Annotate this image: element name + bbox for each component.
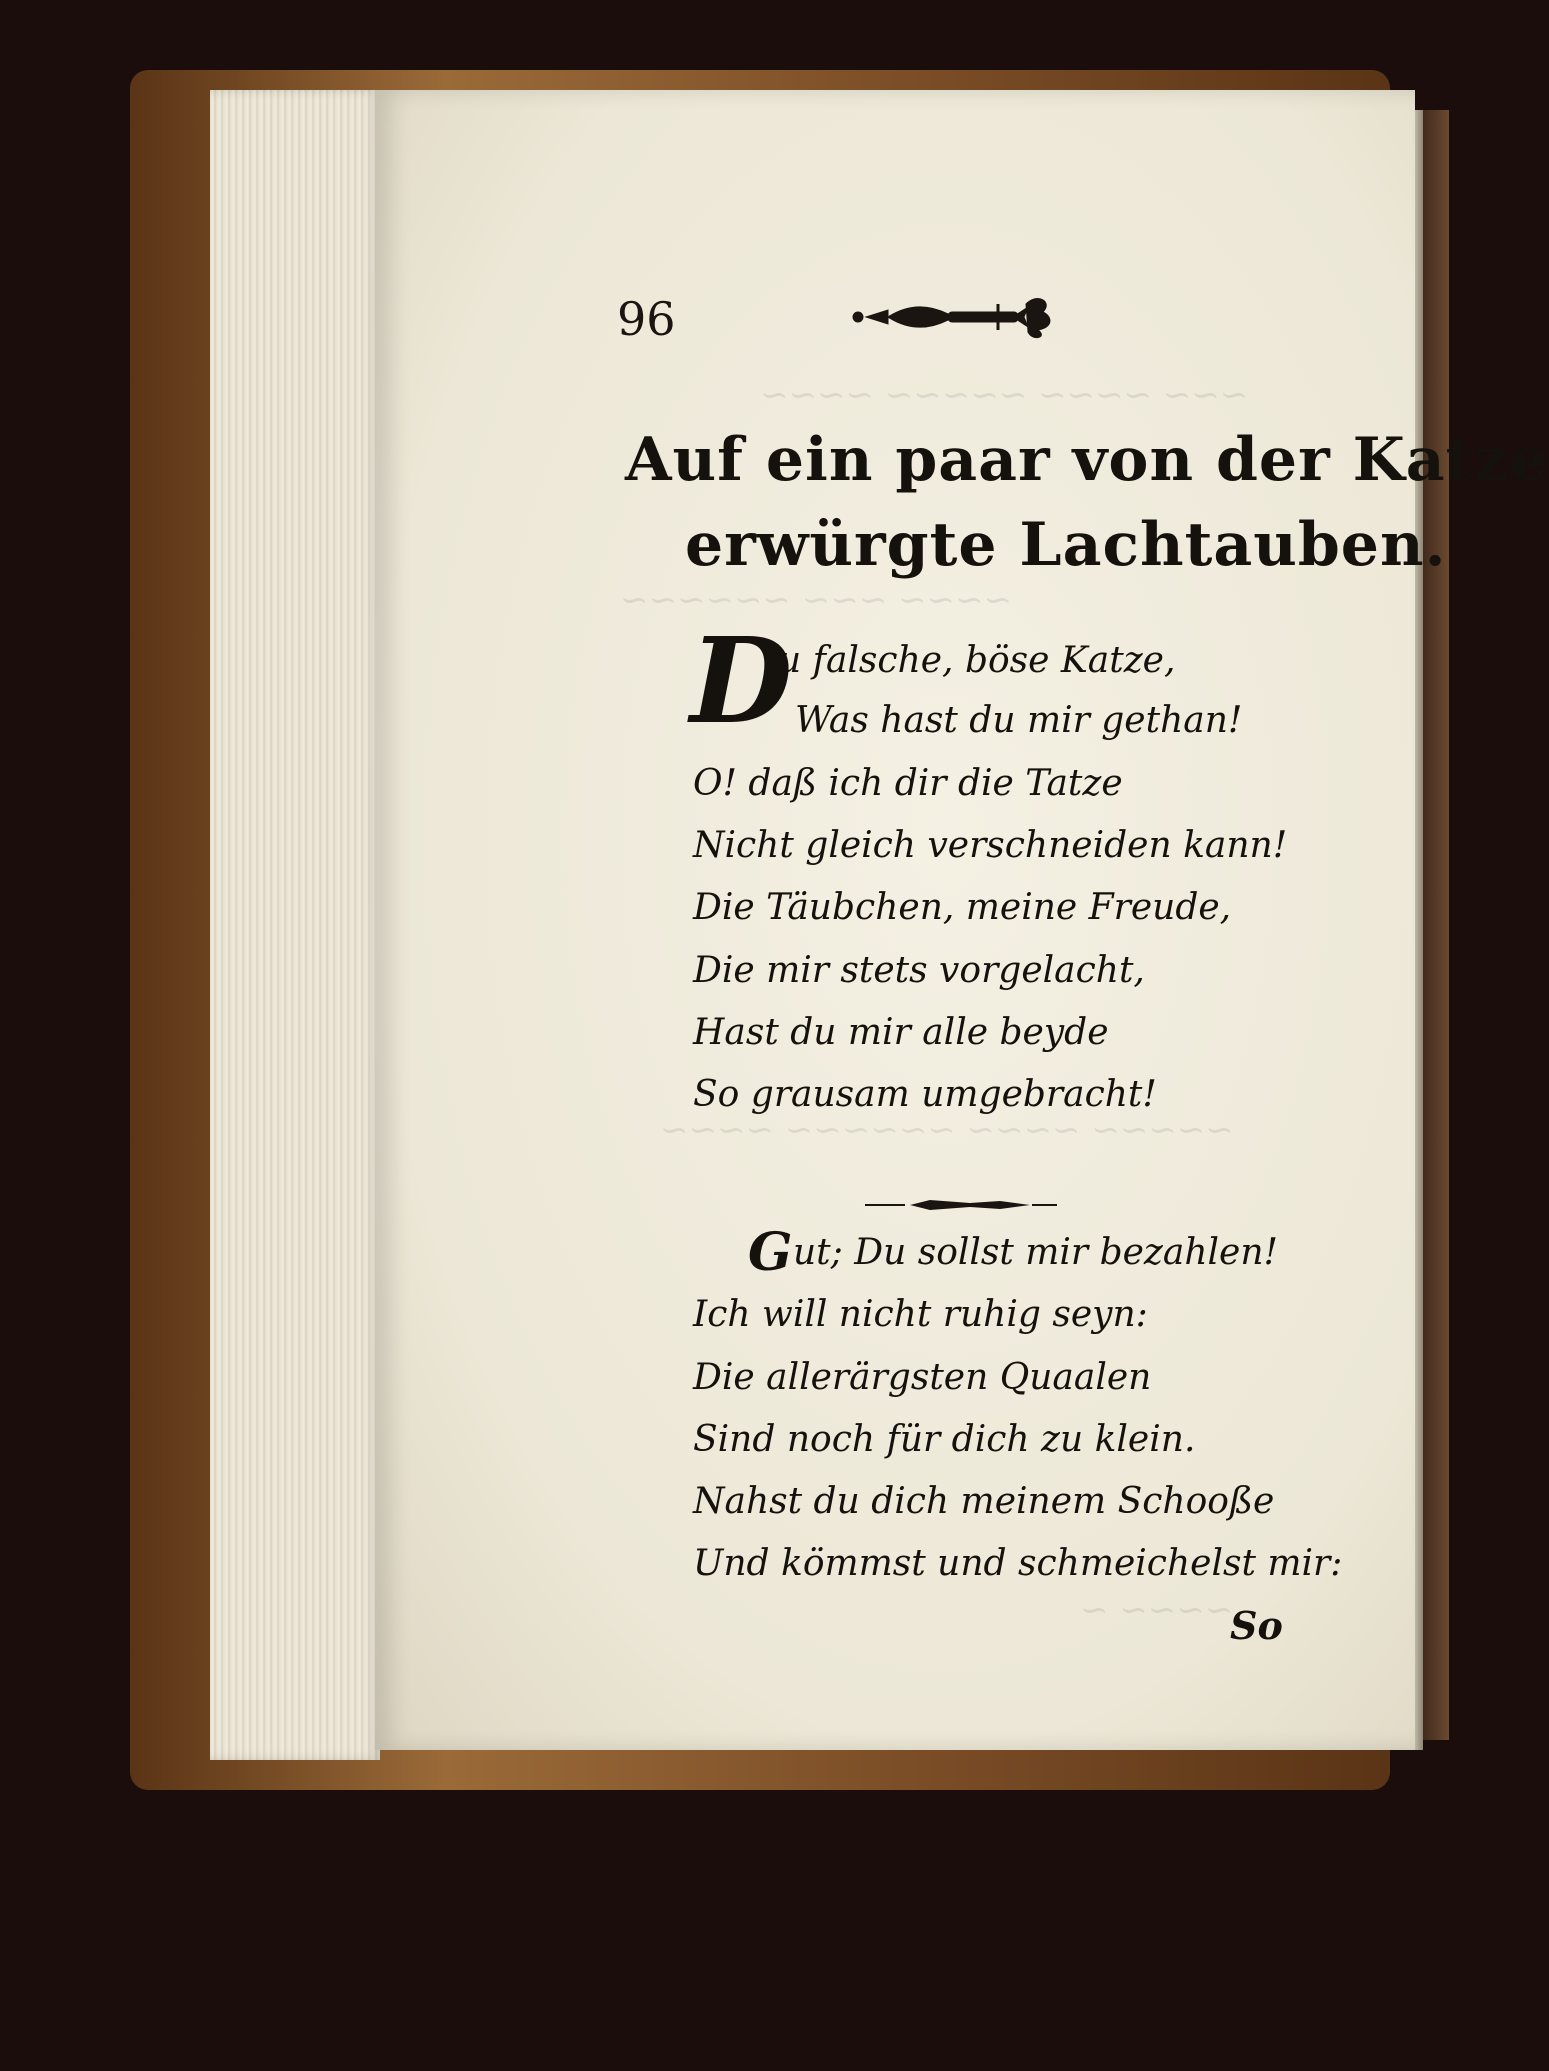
show-through-text: ~~~~ ~	[1080, 1590, 1234, 1630]
verse-line: Nicht gleich verschneiden kann!	[693, 825, 1288, 866]
verse-line: O! daß ich dir die Tatze	[693, 763, 1123, 804]
stanza-initial: G	[748, 1222, 793, 1283]
verse-line: Sind noch für dich zu klein.	[693, 1419, 1196, 1460]
verse-line: ut; Du sollst mir bezahlen!	[793, 1232, 1279, 1273]
verse-line: u falsche, böse Katze,	[778, 640, 1176, 681]
verse-line: Nahst du dich meinem Schooße	[693, 1481, 1275, 1522]
drop-cap: D	[690, 611, 793, 750]
page-gutter	[1415, 110, 1423, 1750]
catchword: So	[1230, 1603, 1283, 1648]
show-through-text: ~~~~~ ~~~~ ~~~~~~ ~~~~	[660, 1110, 1234, 1150]
verse-line: Was hast du mir gethan!	[795, 700, 1243, 741]
divider-ornament-icon	[860, 1195, 1060, 1215]
verse-line: So grausam umgebracht!	[693, 1074, 1157, 1115]
verse-line: Die mir stets vorgelacht,	[693, 950, 1145, 991]
show-through-text: ~~~ ~~~~ ~~~~~ ~~~~	[760, 375, 1249, 415]
verse-line: Und kömmst und schmeichelst mir:	[693, 1543, 1343, 1584]
verse-line: Die allerärgsten Quaalen	[693, 1357, 1152, 1398]
verse-line: Die Täubchen, meine Freude,	[693, 887, 1232, 928]
poem-title-line-2: erwürgte Lachtauben.	[685, 510, 1447, 580]
page-number: 96	[617, 292, 676, 346]
verse-line: Ich will nicht ruhig seyn:	[693, 1294, 1148, 1335]
poem-title-line-1: Auf ein paar von der Katze	[625, 425, 1549, 495]
page-edges	[210, 90, 380, 1760]
verse-line: Hast du mir alle beyde	[693, 1012, 1109, 1053]
show-through-text: ~~~~ ~~~ ~~~~~~	[620, 580, 1012, 620]
ornament-icon	[848, 292, 1058, 342]
